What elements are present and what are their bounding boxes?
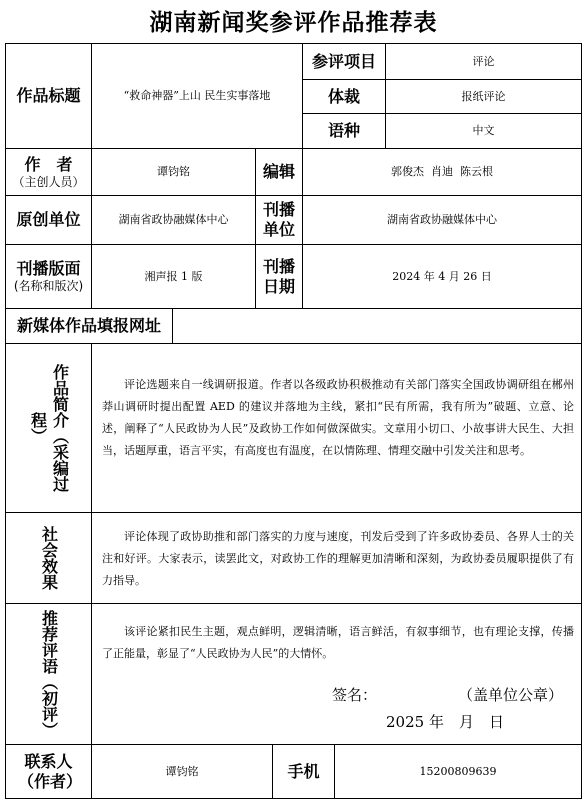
review-text: 该评论紧扣民生主题，观点鲜明，逻辑清晰，语言鲜活，有叙事细节，也有理论支撑，传播了正能量，彰显了“人民政协为人民”的大情怀。 xyxy=(102,625,574,660)
work-title-label: 作品标题 xyxy=(16,86,81,105)
publish-page-value: 湘声报 1 版 xyxy=(144,269,203,283)
review-label: 推荐评语（初评） xyxy=(39,610,59,738)
publish-date-label: 刊播日期 xyxy=(262,256,295,296)
effect-label: 社会效果 xyxy=(39,526,59,590)
contact-label: 联系人（作者） xyxy=(18,751,83,791)
form-title: 湖南新闻奖参评作品推荐表 xyxy=(149,10,438,36)
editor-label: 编辑 xyxy=(262,162,295,181)
divider xyxy=(5,603,582,604)
category-value: 评论 xyxy=(472,54,495,68)
publish-date-value: 2024 年 4 月 26 日 xyxy=(392,269,492,283)
new-media-url-value xyxy=(173,309,581,343)
effect-text: 评论体现了政协助推和部门落实的力度与速度，刊发后受到了许多政协委员、各界人士的关注和好评。大家表示，读罢此文，对政协工作的理解更加清晰和深刻，为政协委员履职提供了有力指导。 xyxy=(102,530,574,587)
contact-value: 谭钧铭 xyxy=(165,764,199,778)
intro-label: 作品简介（采编过程） xyxy=(28,364,70,492)
new-media-url-label: 新媒体作品填报网址 xyxy=(16,316,161,335)
author-value: 谭钧铭 xyxy=(157,165,190,179)
publish-page-label: 刊播版面 (名称和版次) xyxy=(13,259,84,293)
publish-unit-label: 刊播单位 xyxy=(262,200,295,239)
divider xyxy=(91,343,92,744)
author-label: 作 者 （主创人员） xyxy=(12,154,85,189)
publish-unit-value: 湖南省政协融媒体中心 xyxy=(387,213,497,227)
intro-text: 评论选题来自一线调研报道。作者以各级政协积极推动有关部门落实全国政协调研组在郴州莽山调研时提出配置 AED 的建议并落地为主线，紧扣“民有所需，我有所为”破题、立意、论述，阐释了“人民政协为人民”及政协工作如何做深做实。文章用小切口、小故事讲大民生、大担当，话题厚重，语言平实，有高度也有温度，在以情陈理、情理交融中引发关注和思考。 xyxy=(102,378,574,457)
signature-label: 签名： xyxy=(332,686,378,704)
divider xyxy=(5,512,582,513)
phone-value: 15200809639 xyxy=(419,764,497,778)
editor-value: 郭俊杰 肖迪 陈云根 xyxy=(391,165,493,179)
phone-label: 手机 xyxy=(287,761,320,781)
genre-label: 体裁 xyxy=(327,86,360,106)
category-label: 参评项目 xyxy=(311,51,376,71)
original-unit-label: 原创单位 xyxy=(16,210,81,229)
work-title-value: “救命神器”上山 民生实事落地 xyxy=(123,89,271,103)
original-unit-value: 湖南省政协融媒体中心 xyxy=(118,213,229,227)
language-value: 中文 xyxy=(472,124,495,138)
table-border-right xyxy=(581,43,582,799)
review-date: 2025 年 月 日 xyxy=(386,713,504,731)
language-label: 语种 xyxy=(327,121,360,140)
seal-label: （盖单位公章） xyxy=(458,686,564,704)
genre-value: 报纸评论 xyxy=(461,89,506,103)
